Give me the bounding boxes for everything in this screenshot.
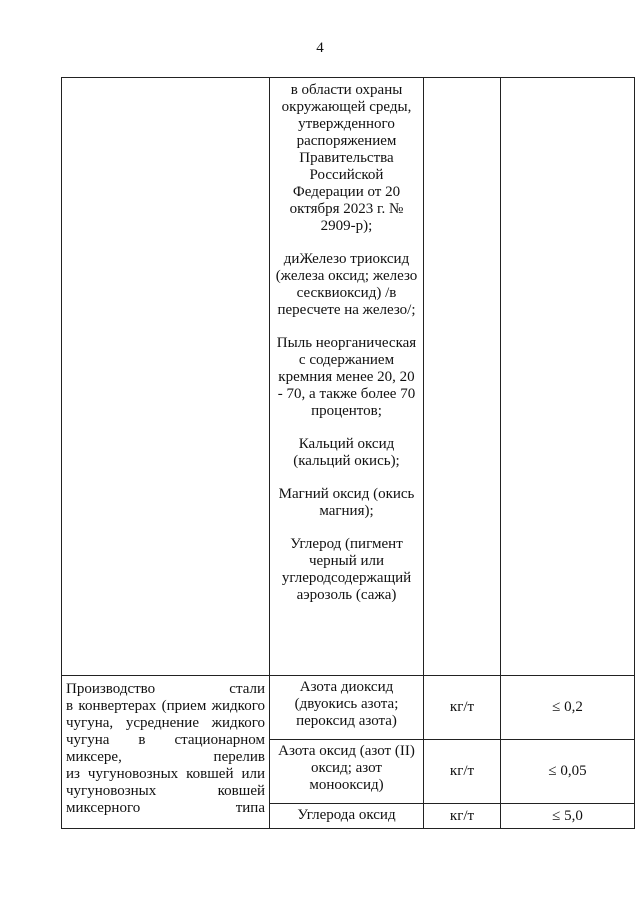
- value-cell: ≤ 0,05: [501, 740, 635, 804]
- substance-text: Кальций оксид (кальций окись);: [293, 436, 400, 469]
- substance-name: Углерода оксид: [270, 804, 424, 829]
- substance-name: Азота оксид (азот (II) оксид; азот монооксид): [270, 740, 424, 804]
- substance-text: диЖелезо триоксид (железа оксид; железо сесквиоксид) /в пересчете на железо/;: [275, 251, 418, 318]
- substances-cell: [270, 78, 424, 676]
- substance-name: Азота диоксид (двуокись азота; пероксид азота): [270, 676, 424, 740]
- production-line: Производство стали: [66, 681, 265, 697]
- unit-cell: кг/т: [424, 804, 501, 829]
- production-line: миксерного типа: [66, 800, 265, 816]
- substance-text: Углерод (пигмент черный или углеродсодержащий аэрозоль (сажа): [281, 536, 412, 603]
- table-row: [62, 676, 635, 740]
- table-row: [62, 78, 635, 676]
- production-line: миксере, перелив: [66, 749, 265, 765]
- empty-value-cell: [501, 78, 635, 676]
- value-cell: ≤ 5,0: [501, 804, 635, 829]
- production-line: в конвертерах (прием жидкого: [66, 698, 265, 714]
- production-line: чугуна в стационарном: [66, 732, 265, 748]
- production-line: чугуновозных ковшей: [66, 783, 265, 799]
- substance-text: в области охраны окружающей среды, утвержденного распоряжением Правительства Российской Федерации от 20 октября 2023 г. № 2909-р);: [281, 82, 412, 234]
- page-number: 4: [316, 40, 324, 56]
- empty-unit-cell: [424, 78, 501, 676]
- production-line: чугуна, усреднение жидкого: [66, 715, 265, 731]
- substance-text: Пыль неорганическая с содержанием кремния менее 20, 20 - 70, а также более 70 процентов;: [276, 335, 417, 419]
- empty-process-cell: [62, 78, 270, 676]
- substance-text: Магний оксид (окись магния);: [278, 486, 415, 519]
- value-cell: ≤ 0,2: [501, 676, 635, 740]
- unit-cell: кг/т: [424, 676, 501, 740]
- emission-table: [61, 77, 635, 829]
- production-cell: [62, 676, 270, 829]
- production-line: из чугуновозных ковшей или: [66, 766, 265, 782]
- unit-cell: кг/т: [424, 740, 501, 804]
